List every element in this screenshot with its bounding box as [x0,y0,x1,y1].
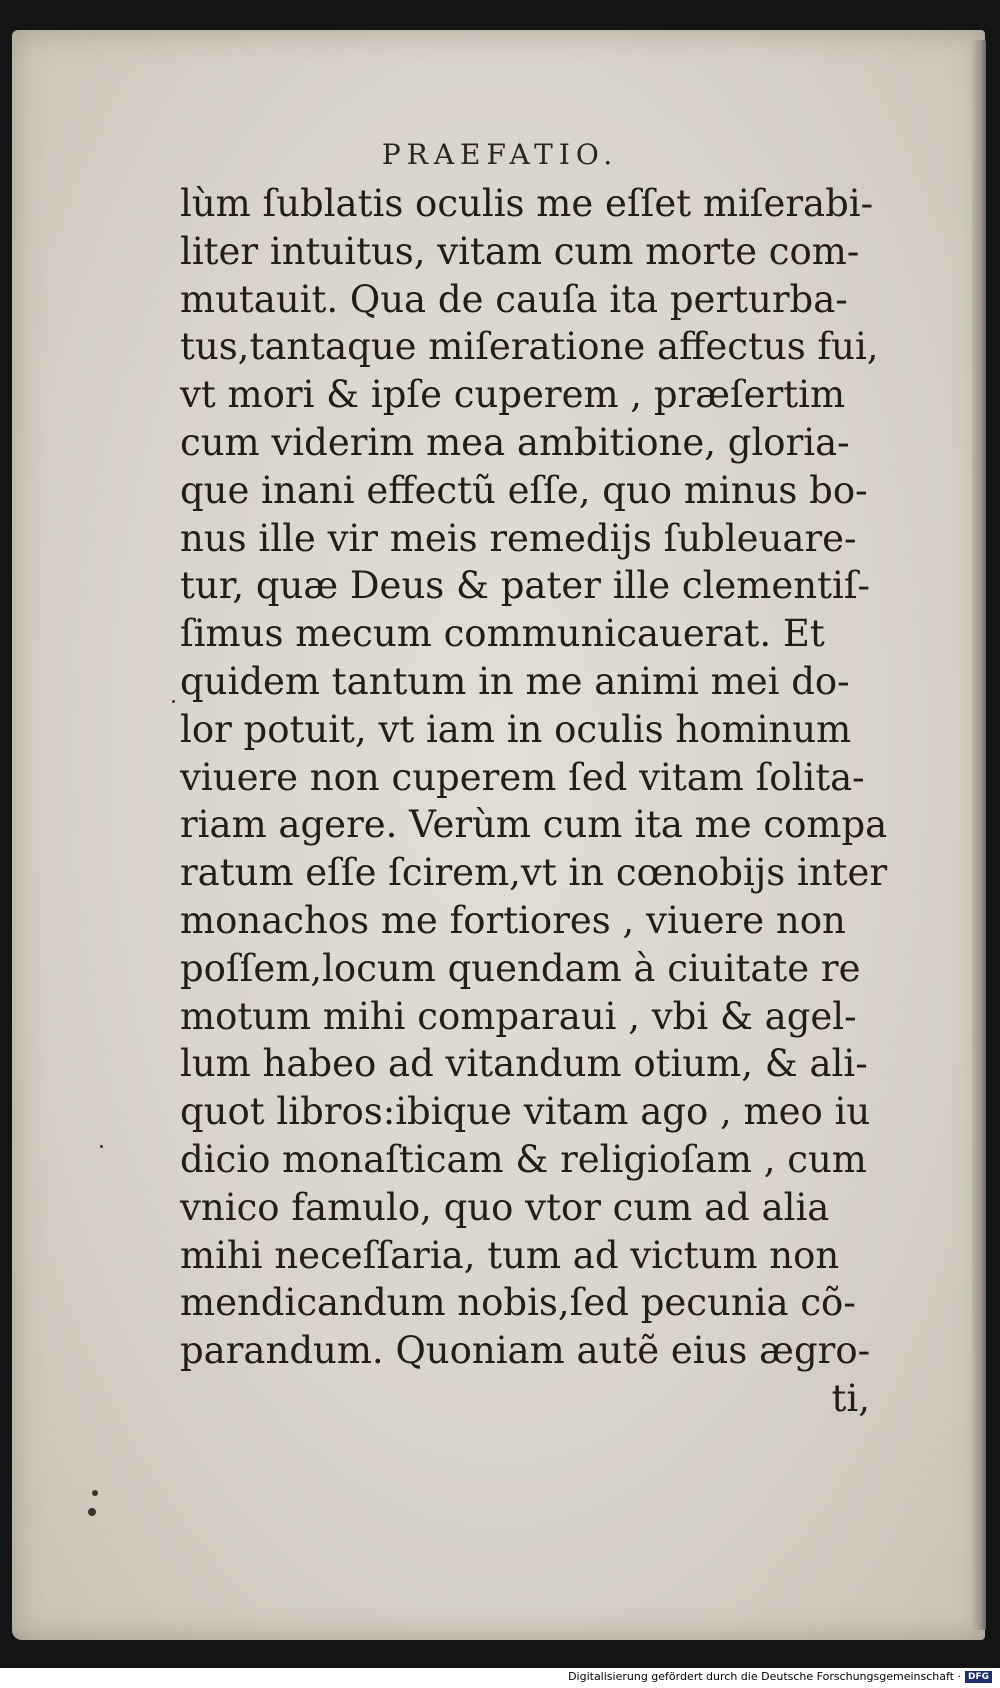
text-line: quot libros:ibique vitam ago , meo iu [180,1090,871,1134]
ink-speck [88,1508,96,1516]
text-line: ſimus mecum communicauerat. Et [180,612,825,656]
text-line: parandum. Quoniam autẽ eius ægro- [180,1329,871,1373]
text-line: lum habeo ad vitandum otium, & ali- [180,1042,868,1086]
text-line: mutauit. Qua de cauſa ita perturba- [180,277,848,321]
text-line: tur, quæ Deus & pater ille clementiſ- [180,564,871,608]
text-line: nus ille vir meis remedijs ſubleuare- [180,516,857,560]
ink-speck [100,1145,103,1148]
text-line: lor potuit, vt iam in oculis hominum [180,707,852,751]
text-line: mihi neceſſaria, tum ad victum non [180,1233,840,1277]
text-line: poſſem,locum quendam à ciuitate re [180,946,861,990]
dfg-logo: DFG [965,1671,992,1683]
text-line: riam agere. Verùm cum ita me compa [180,803,888,847]
text-line: monachos me fortiores , viuere non [180,898,846,942]
catchword: ti, [831,1376,870,1420]
body-text [180,180,888,1423]
text-line: dicio monaſticam & religioſam , cum [180,1137,867,1181]
text-line: ratum eſſe ſcirem,vt in cœnobijs inter [180,851,888,895]
ink-speck [92,1490,98,1496]
text-line: tus,tantaque miſeratione affectus fui, [180,325,879,369]
text-line: quidem tantum in me animi mei do- [180,659,850,703]
digitization-credit [568,1669,992,1685]
text-line: vnico famulo, quo vtor cum ad alia [180,1185,830,1229]
running-title: PRAEFATIO. [381,138,619,171]
text-line: cum viderim mea ambitione, gloria- [180,420,850,464]
text-line: vt mori & ipſe cuperem , præſertim [180,373,846,417]
page-edge [972,40,986,1630]
text-line: lùm ſublatis oculis me eſſet miſerabi- [180,182,874,225]
credit-text: Digitalisierung gefördert durch die Deutsche Forschungsgemeinschaft · [568,1670,961,1683]
ink-speck [172,700,175,703]
text-line: viuere non cuperem ſed vitam ſolita- [180,755,865,799]
text-line: mendicandum nobis,ſed pecunia cõ- [180,1281,856,1325]
text-line: liter intuitus, vitam cum morte com- [180,229,860,273]
text-line: que inani effectũ eſſe, quo minus bo- [180,468,868,512]
text-line: motum mihi comparaui , vbi & agel- [180,994,857,1038]
